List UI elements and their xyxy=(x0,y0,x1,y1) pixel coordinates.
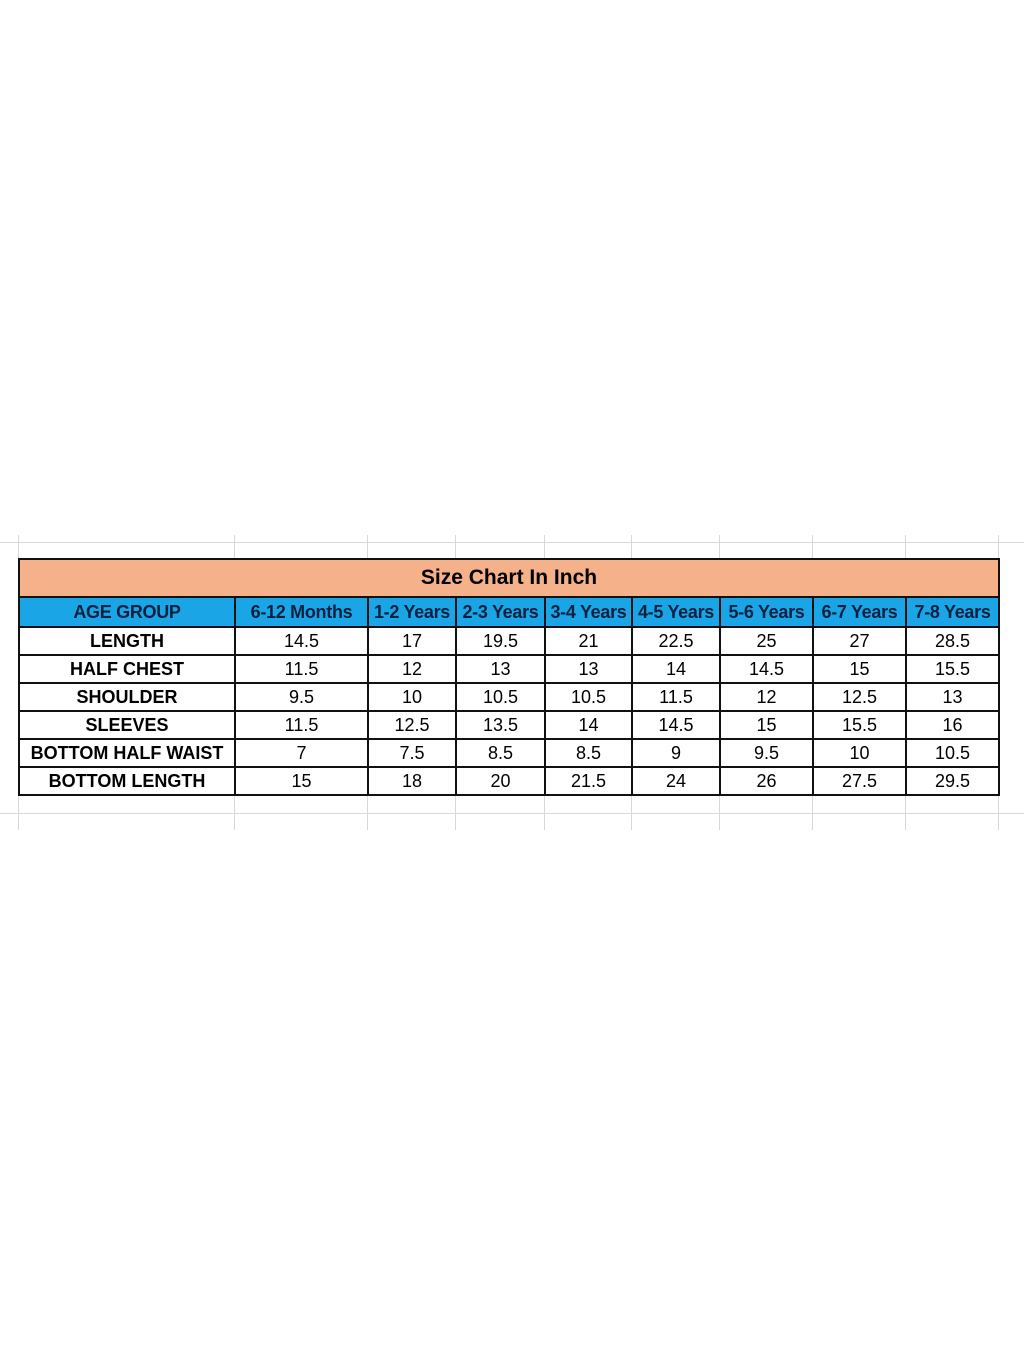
table-cell: 9 xyxy=(632,739,720,767)
table-cell: 10 xyxy=(368,683,456,711)
table-cell: 10.5 xyxy=(456,683,545,711)
table-row xyxy=(19,655,999,683)
gridline xyxy=(0,813,1024,814)
row-label: SHOULDER xyxy=(19,683,235,711)
chart-title: Size Chart In Inch xyxy=(19,559,999,597)
column-header: 6-12 Months xyxy=(235,597,368,627)
row-label: SLEEVES xyxy=(19,711,235,739)
table-cell: 18 xyxy=(368,767,456,795)
table-cell: 10 xyxy=(813,739,906,767)
table-cell: 21 xyxy=(545,627,632,655)
column-header: 2-3 Years xyxy=(456,597,545,627)
column-header: 6-7 Years xyxy=(813,597,906,627)
row-label: HALF CHEST xyxy=(19,655,235,683)
table-cell: 24 xyxy=(632,767,720,795)
table-cell: 14 xyxy=(632,655,720,683)
gridline xyxy=(0,542,1024,543)
table-cell: 11.5 xyxy=(235,711,368,739)
table-cell: 13.5 xyxy=(456,711,545,739)
table-cell: 11.5 xyxy=(632,683,720,711)
title-row xyxy=(19,559,999,597)
header-row xyxy=(19,597,999,627)
table-cell: 12 xyxy=(368,655,456,683)
table-cell: 14.5 xyxy=(632,711,720,739)
table-cell: 10.5 xyxy=(906,739,999,767)
column-header: 4-5 Years xyxy=(632,597,720,627)
table-cell: 19.5 xyxy=(456,627,545,655)
table-cell: 28.5 xyxy=(906,627,999,655)
table-cell: 12.5 xyxy=(368,711,456,739)
size-chart-table xyxy=(18,558,1000,796)
table-cell: 14.5 xyxy=(235,627,368,655)
table-cell: 15.5 xyxy=(906,655,999,683)
table-cell: 17 xyxy=(368,627,456,655)
table-cell: 7.5 xyxy=(368,739,456,767)
table-cell: 22.5 xyxy=(632,627,720,655)
table-cell: 9.5 xyxy=(235,683,368,711)
table-cell: 8.5 xyxy=(545,739,632,767)
table-cell: 13 xyxy=(545,655,632,683)
table-cell: 15 xyxy=(235,767,368,795)
table-cell: 15.5 xyxy=(813,711,906,739)
column-header: 5-6 Years xyxy=(720,597,813,627)
table-cell: 12.5 xyxy=(813,683,906,711)
table-cell: 12 xyxy=(720,683,813,711)
table-cell: 25 xyxy=(720,627,813,655)
table-cell: 27.5 xyxy=(813,767,906,795)
table-cell: 8.5 xyxy=(456,739,545,767)
column-header: 7-8 Years xyxy=(906,597,999,627)
table-cell: 7 xyxy=(235,739,368,767)
table-cell: 20 xyxy=(456,767,545,795)
table-row xyxy=(19,683,999,711)
table-cell: 21.5 xyxy=(545,767,632,795)
row-label: BOTTOM HALF WAIST xyxy=(19,739,235,767)
column-header: 1-2 Years xyxy=(368,597,456,627)
table-row xyxy=(19,711,999,739)
table-cell: 26 xyxy=(720,767,813,795)
row-label: LENGTH xyxy=(19,627,235,655)
table-cell: 15 xyxy=(813,655,906,683)
table-cell: 9.5 xyxy=(720,739,813,767)
table-cell: 10.5 xyxy=(545,683,632,711)
age-group-header: AGE GROUP xyxy=(19,597,235,627)
table-row xyxy=(19,627,999,655)
table-row xyxy=(19,767,999,795)
table-cell: 13 xyxy=(456,655,545,683)
table-row xyxy=(19,739,999,767)
table-cell: 27 xyxy=(813,627,906,655)
row-label: BOTTOM LENGTH xyxy=(19,767,235,795)
table-cell: 14.5 xyxy=(720,655,813,683)
column-header: 3-4 Years xyxy=(545,597,632,627)
table-cell: 16 xyxy=(906,711,999,739)
spreadsheet-area xyxy=(0,535,1024,835)
table-cell: 15 xyxy=(720,711,813,739)
table-cell: 14 xyxy=(545,711,632,739)
table-cell: 11.5 xyxy=(235,655,368,683)
table-cell: 29.5 xyxy=(906,767,999,795)
table-cell: 13 xyxy=(906,683,999,711)
